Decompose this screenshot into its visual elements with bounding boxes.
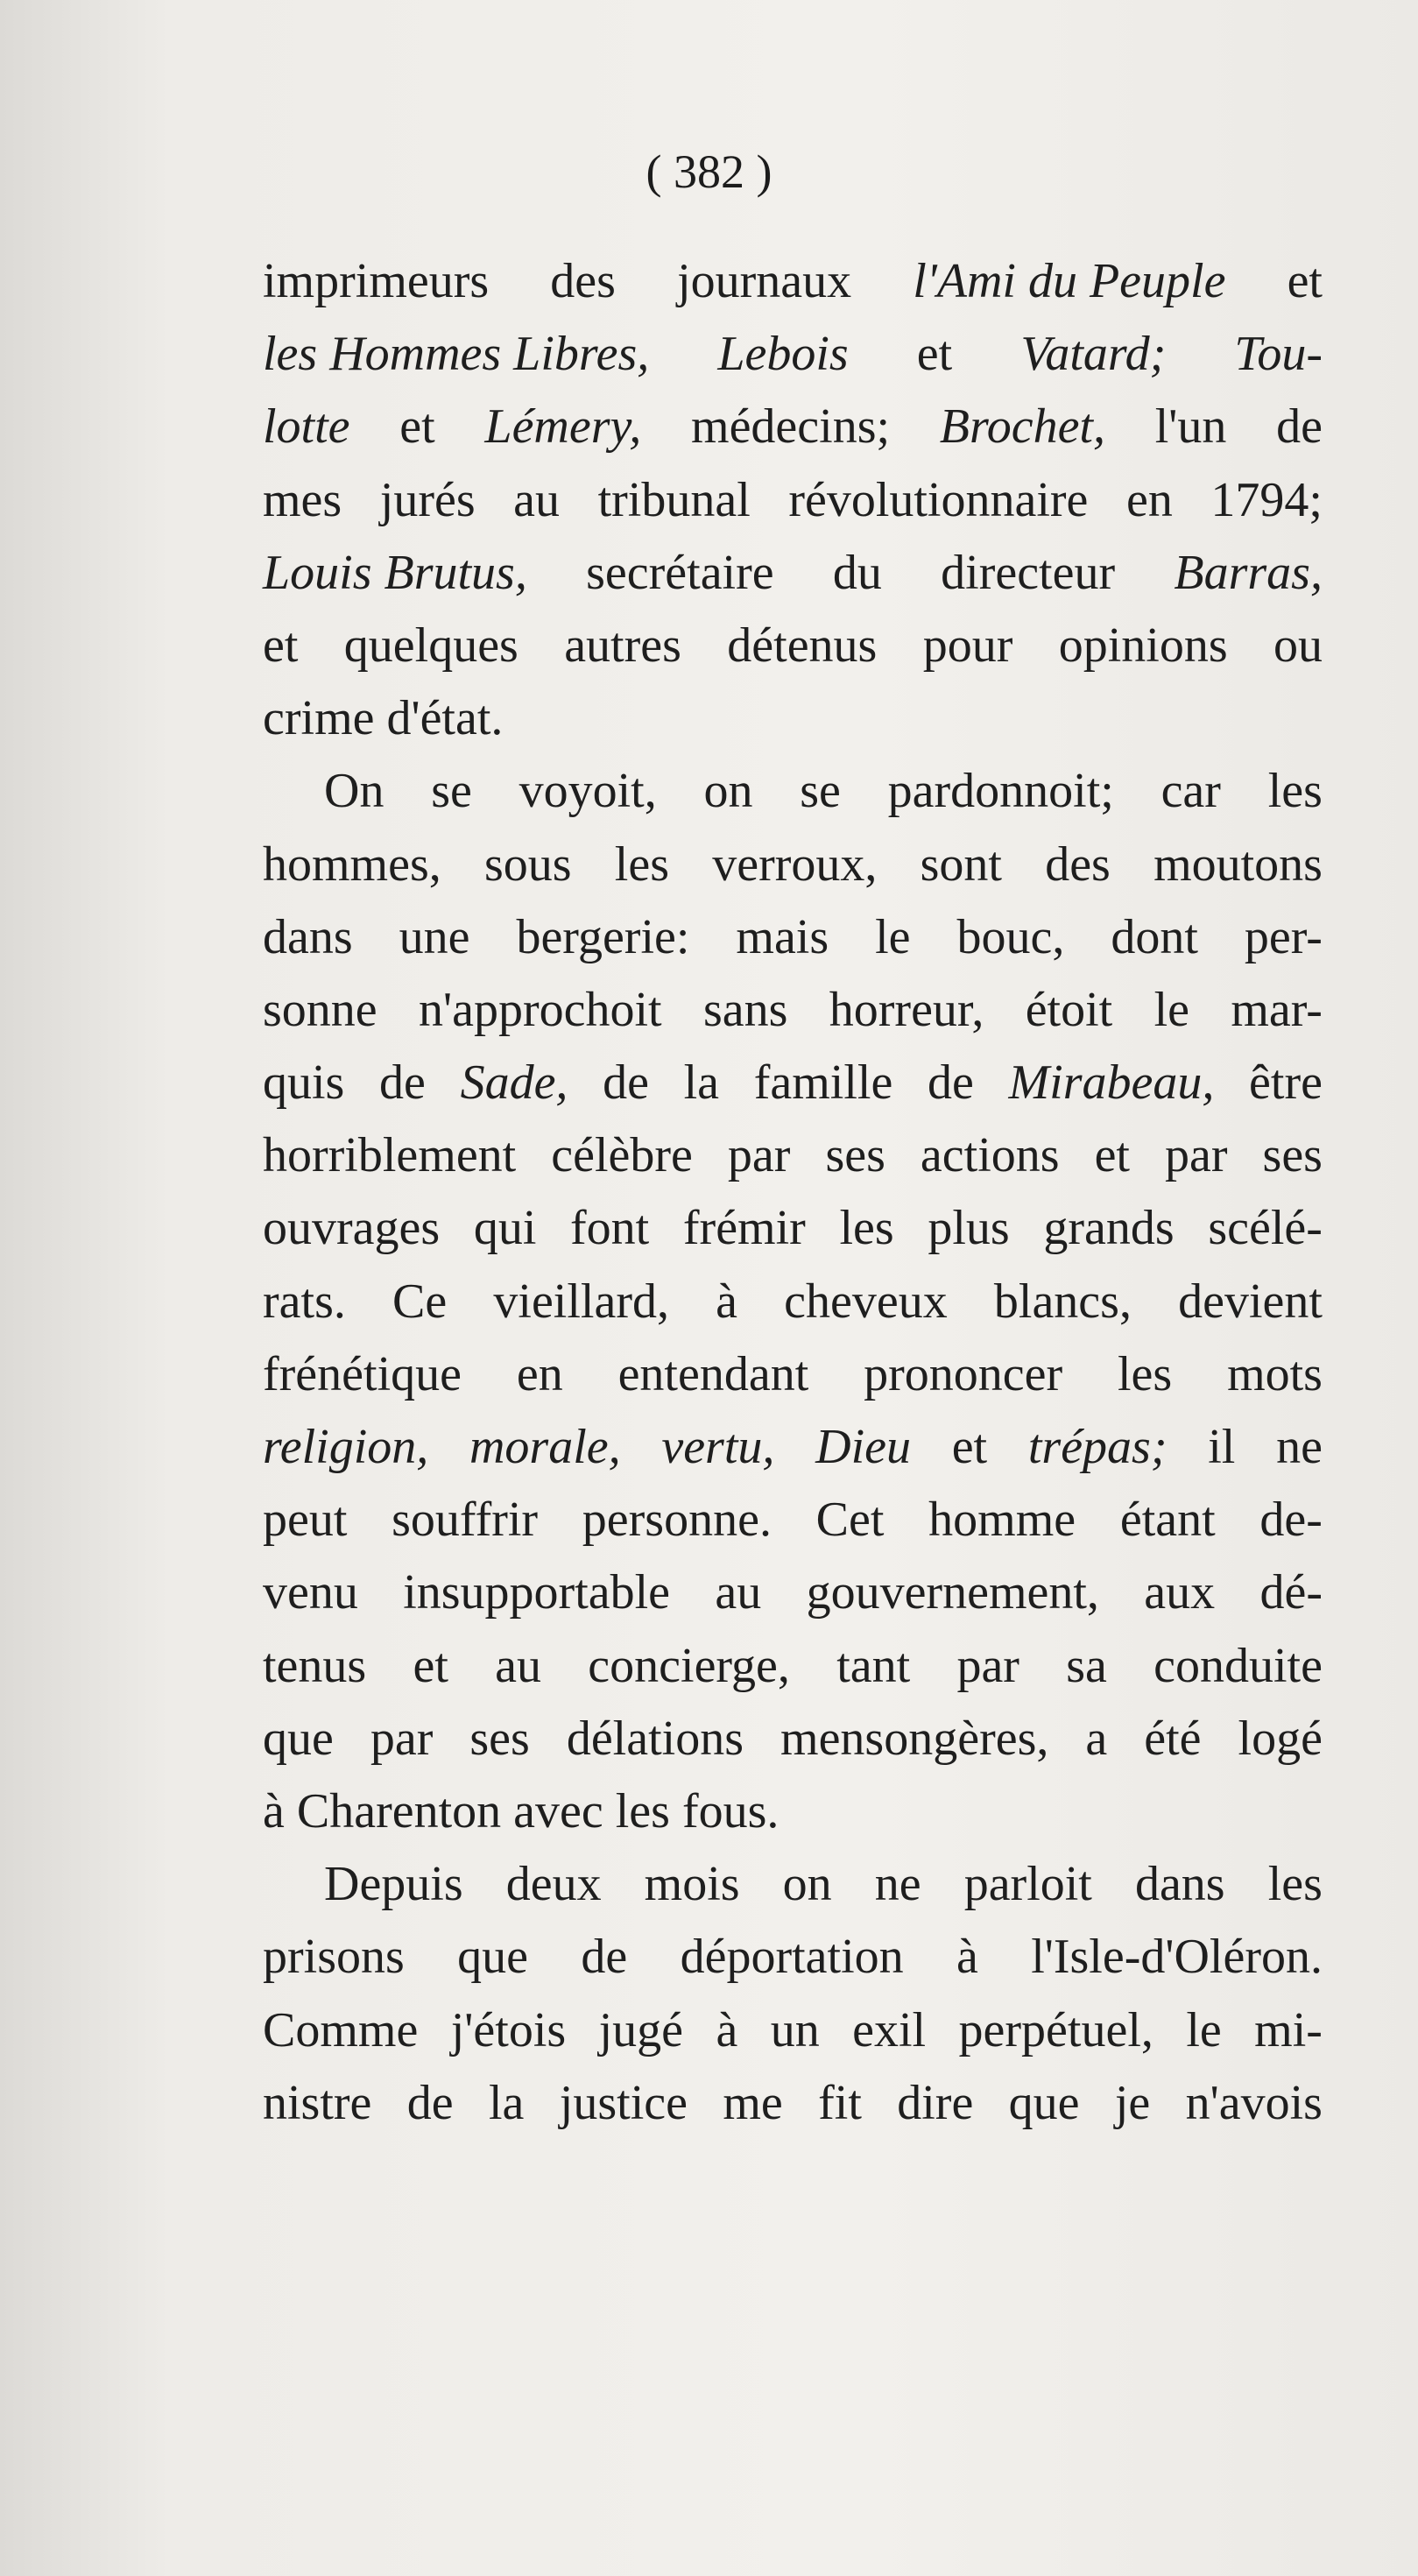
- text-line: [263, 1556, 1323, 1629]
- word: mots: [1227, 1346, 1323, 1401]
- word: conduite: [1153, 1638, 1323, 1693]
- word: autres: [564, 618, 681, 673]
- text-line: [263, 682, 1323, 755]
- word: ses: [469, 1711, 530, 1766]
- word: à: [716, 2002, 738, 2057]
- word: rats.: [263, 1274, 346, 1329]
- word: célèbre: [551, 1128, 693, 1183]
- word: jurés: [379, 472, 476, 527]
- word: mi-: [1254, 2002, 1323, 2057]
- word: moutons: [1153, 836, 1323, 892]
- word: et: [951, 1420, 988, 1474]
- word: trépas;: [1027, 1420, 1168, 1474]
- word: Louis Brutus,: [263, 545, 527, 600]
- word: crime: [263, 691, 375, 746]
- text-line: [263, 1266, 1323, 1338]
- word: ouvrages: [263, 1201, 441, 1256]
- word: dont: [1111, 909, 1198, 964]
- word: qui: [473, 1201, 537, 1256]
- word: la: [489, 2075, 525, 2130]
- word: se: [800, 764, 841, 819]
- word: par: [727, 1128, 791, 1183]
- word: les: [614, 836, 670, 892]
- word: détenus: [727, 618, 878, 673]
- word: une: [399, 909, 470, 964]
- word: bergerie:: [516, 909, 690, 964]
- body-text: [263, 245, 1323, 2140]
- word: actions: [920, 1128, 1060, 1183]
- word: secrétaire: [586, 545, 774, 600]
- word: quelques: [343, 618, 519, 673]
- word: ses: [1262, 1128, 1323, 1183]
- word: aux: [1144, 1565, 1216, 1620]
- word: par: [370, 1711, 434, 1766]
- word: Depuis: [324, 1857, 463, 1912]
- word: Lémery,: [484, 399, 642, 455]
- word: été: [1144, 1711, 1202, 1766]
- text-line: [263, 1047, 1323, 1119]
- word: hommes,: [263, 836, 441, 892]
- word: ou: [1273, 618, 1323, 673]
- word: grands: [1043, 1201, 1175, 1256]
- word: pour: [922, 618, 1013, 673]
- word: les: [615, 1783, 670, 1838]
- word: prononcer: [864, 1346, 1063, 1401]
- word: Dieu: [815, 1420, 911, 1474]
- word: per-: [1244, 909, 1323, 964]
- word: que: [1008, 2075, 1080, 2130]
- word: verroux,: [712, 836, 878, 892]
- text-line: [263, 610, 1323, 682]
- word: n'approchoit: [419, 982, 662, 1037]
- text-line: [263, 1775, 1323, 1848]
- word: opinions: [1058, 618, 1228, 673]
- word: vieillard,: [493, 1274, 669, 1329]
- text-line: [263, 901, 1323, 974]
- word: tant: [836, 1638, 911, 1693]
- word: sont: [920, 836, 1002, 892]
- word: le: [1153, 982, 1189, 1037]
- word: les: [1267, 764, 1323, 819]
- text-line: [263, 245, 1323, 318]
- word: dé-: [1259, 1565, 1323, 1620]
- word: dans: [263, 909, 353, 964]
- word: lotte: [263, 399, 350, 455]
- word: Brochet,: [939, 399, 1105, 455]
- text-line: [263, 974, 1323, 1047]
- text-line: [263, 1994, 1323, 2067]
- word: étoit: [1025, 982, 1113, 1037]
- word: que: [457, 1930, 529, 1985]
- word: l'un: [1154, 399, 1227, 455]
- word: les: [1117, 1346, 1173, 1401]
- word: en: [1125, 472, 1173, 527]
- word: au: [495, 1638, 542, 1693]
- word: fous.: [681, 1783, 780, 1838]
- word: et: [263, 618, 299, 673]
- word: à: [956, 1930, 978, 1985]
- word: l'Ami du Peuple: [913, 254, 1226, 308]
- word: a: [1085, 1711, 1108, 1766]
- text-line: [263, 1119, 1323, 1192]
- text-line: [263, 318, 1323, 391]
- word: de: [603, 1055, 649, 1111]
- word: on: [782, 1857, 832, 1912]
- word: un: [770, 2002, 820, 2057]
- word: voyoit,: [519, 764, 657, 819]
- word: Vatard;: [1020, 327, 1167, 382]
- word: homme: [928, 1493, 1076, 1548]
- word: de: [927, 1055, 974, 1111]
- word: le: [875, 909, 911, 964]
- word: sonne: [263, 982, 377, 1037]
- page-number: ( 382 ): [646, 145, 772, 198]
- word: de: [379, 1055, 426, 1111]
- word: deux: [505, 1857, 602, 1912]
- text-line: [263, 1703, 1323, 1775]
- word: être: [1249, 1055, 1323, 1111]
- word: les: [1267, 1857, 1323, 1912]
- word: morale,: [469, 1420, 621, 1474]
- word: à: [716, 1274, 737, 1329]
- word: ne: [1276, 1420, 1323, 1474]
- text-line: [263, 1921, 1323, 1994]
- word: étant: [1119, 1493, 1216, 1548]
- word: directeur: [941, 545, 1116, 600]
- word: ses: [825, 1128, 885, 1183]
- word: journaux: [677, 254, 852, 308]
- word: famille: [753, 1055, 893, 1111]
- word: vertu,: [661, 1420, 775, 1474]
- word: horreur,: [829, 982, 984, 1037]
- word: quis: [263, 1055, 345, 1111]
- text-line: [263, 755, 1323, 828]
- word: par: [1165, 1128, 1228, 1183]
- word: et: [399, 399, 435, 455]
- word: mais: [736, 909, 829, 964]
- word: que: [263, 1711, 334, 1766]
- word: au: [715, 1565, 762, 1620]
- word: car: [1161, 764, 1221, 819]
- text-line: [263, 2067, 1323, 2140]
- word: font: [570, 1201, 650, 1256]
- word: plus: [928, 1201, 1010, 1256]
- word: religion,: [263, 1420, 429, 1474]
- word: parloit: [963, 1857, 1092, 1912]
- word: personne.: [582, 1493, 772, 1548]
- word: de: [581, 1930, 628, 1985]
- word: d'état.: [386, 691, 504, 746]
- word: sa: [1066, 1638, 1107, 1693]
- word: avec: [513, 1783, 603, 1838]
- word: des: [550, 254, 616, 308]
- word: les Hommes Libres,: [263, 327, 650, 382]
- word: dans: [1134, 1857, 1225, 1912]
- word: nistre: [263, 2075, 372, 2130]
- word: scélé-: [1208, 1201, 1323, 1256]
- word: la: [683, 1055, 720, 1111]
- word: on: [703, 764, 753, 819]
- word: me: [723, 2075, 783, 2130]
- text-line: [263, 537, 1323, 610]
- word: et: [1287, 254, 1323, 308]
- text-line: [263, 391, 1323, 463]
- word: On: [324, 764, 384, 819]
- word: et: [413, 1638, 448, 1693]
- word: venu: [263, 1565, 358, 1620]
- word: par: [956, 1638, 1019, 1693]
- word: en: [516, 1346, 563, 1401]
- word: devient: [1178, 1274, 1323, 1329]
- word: je: [1114, 2075, 1151, 2130]
- word: Charenton: [296, 1783, 502, 1838]
- word: délations: [566, 1711, 744, 1766]
- word: perpétuel,: [958, 2002, 1153, 2057]
- text-line: [263, 1192, 1323, 1265]
- word: l'Isle-d'Oléron.: [1031, 1930, 1323, 1985]
- word: justice: [559, 2075, 688, 2130]
- word: et: [1094, 1128, 1130, 1183]
- word: tribunal: [597, 472, 751, 527]
- word: à: [263, 1783, 285, 1838]
- word: et: [916, 327, 953, 382]
- word: de: [406, 2075, 454, 2130]
- text-line: [263, 1411, 1323, 1484]
- word: Mirabeau,: [1008, 1055, 1215, 1111]
- word: frénétique: [263, 1346, 462, 1401]
- word: au: [513, 472, 561, 527]
- text-line: [263, 829, 1323, 901]
- word: prisons: [263, 1930, 405, 1985]
- word: mensongères,: [780, 1711, 1049, 1766]
- word: sans: [702, 982, 788, 1037]
- word: le: [1186, 2002, 1222, 2057]
- word: Lebois: [717, 327, 849, 382]
- word: Barras,: [1174, 545, 1323, 600]
- word: il: [1208, 1420, 1236, 1474]
- word: gouvernement,: [806, 1565, 1099, 1620]
- word: 1794;: [1210, 472, 1323, 527]
- text-line: [263, 1338, 1323, 1411]
- word: Comme: [263, 2002, 419, 2057]
- text-line: [263, 464, 1323, 537]
- word: des: [1045, 836, 1111, 892]
- word: horriblement: [263, 1128, 517, 1183]
- word: Sade,: [460, 1055, 568, 1111]
- word: mois: [644, 1857, 740, 1912]
- word: ne: [874, 1857, 921, 1912]
- word: blancs,: [993, 1274, 1132, 1329]
- text-line: [263, 1630, 1323, 1703]
- word: exil: [852, 2002, 927, 2057]
- word: logé: [1238, 1711, 1323, 1766]
- word: médecins;: [691, 399, 891, 455]
- word: mar-: [1231, 982, 1323, 1037]
- word: imprimeurs: [263, 254, 490, 308]
- word: entendant: [617, 1346, 809, 1401]
- word: concierge,: [588, 1638, 790, 1693]
- word: tenus: [263, 1638, 367, 1693]
- word: de: [1276, 399, 1323, 455]
- word: se: [431, 764, 472, 819]
- text-line: [263, 1484, 1323, 1556]
- word: insupportable: [403, 1565, 671, 1620]
- word: souffrir: [392, 1493, 539, 1548]
- word: cheveux: [784, 1274, 948, 1329]
- word: du: [832, 545, 882, 600]
- word: de-: [1259, 1493, 1323, 1548]
- word: déportation: [680, 1930, 904, 1985]
- word: jugé: [598, 2002, 684, 2057]
- word: mes: [263, 472, 342, 527]
- word: Tou-: [1234, 327, 1323, 382]
- word: frémir: [682, 1201, 806, 1256]
- text-line: [263, 1848, 1323, 1921]
- word: pardonnoit;: [887, 764, 1114, 819]
- word: sous: [483, 836, 572, 892]
- word: Ce: [392, 1274, 448, 1329]
- word: bouc,: [956, 909, 1065, 964]
- word: les: [839, 1201, 894, 1256]
- word: n'avois: [1185, 2075, 1323, 2130]
- word: dire: [897, 2075, 974, 2130]
- word: Cet: [815, 1493, 885, 1548]
- word: révolutionnaire: [788, 472, 1089, 527]
- word: j'étois: [450, 2002, 567, 2057]
- word: fit: [818, 2075, 862, 2130]
- word: peut: [263, 1493, 348, 1548]
